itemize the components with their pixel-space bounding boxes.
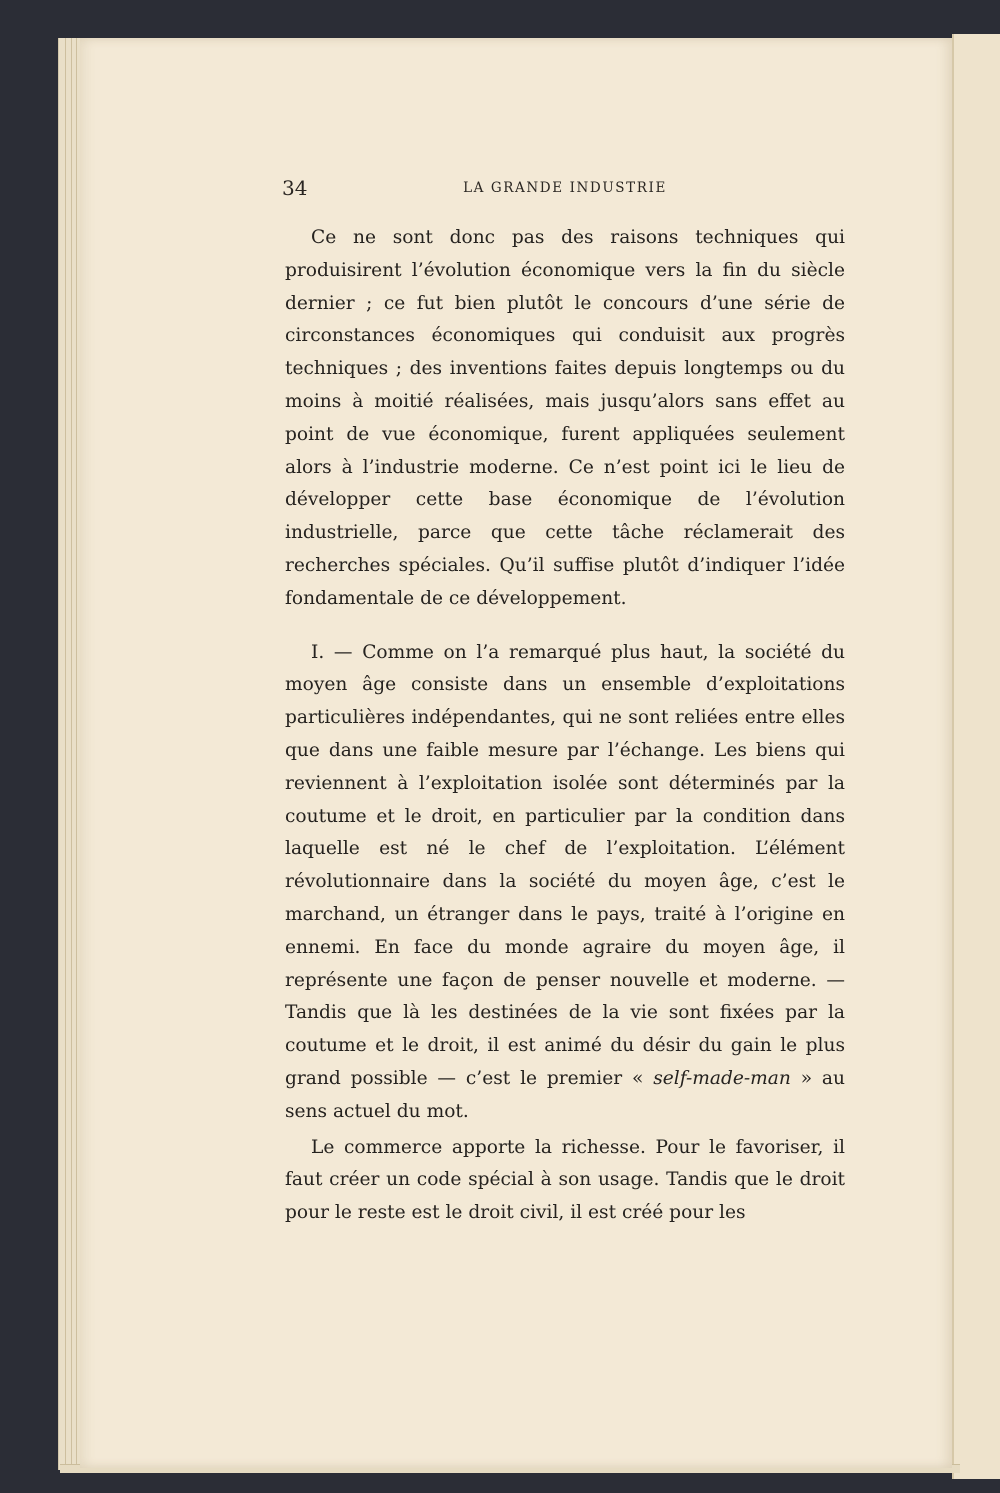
facing-page-edge	[952, 34, 1000, 1479]
running-title: LA GRANDE INDUSTRIE	[463, 180, 667, 196]
paragraph-2	[285, 637, 845, 1129]
page-body	[285, 222, 845, 1230]
paragraph-2-text: I. — Comme on l’a remarqué plus haut, la société du moyen âge consiste dans un ensemble d’exploitations particulières indépendantes, qui ne sont reliées entre elles que dans une faible mesure par l’échange. Les biens qui reviennent à l’exploitation isolée sont déterminés par la coutume et le droit, en particulier par la condition dans laquelle est né le chef de l’exploitation. L’élément révolutionnaire dans la société du moyen âge, c’est le marchand, un étranger dans le pays, traité à l’origine en ennemi. En face du monde agraire du moyen âge, il représente une façon de penser nouvelle et moderne. — Tandis que là les destinées de la vie sont fixées par la coutume et le droit, il est animé du désir du gain le plus grand possible — c’est le premier «	[285, 641, 845, 1089]
paragraph-1: Ce ne sont donc pas des raisons techniques qui produisirent l’évolution économique vers la fin du siècle dernier ; ce fut bien plutôt le concours d’une série de circonstances économiques qui conduisit aux progrès techniques ; des inventions faites depuis longtemps ou du moins à moitié réalisées, mais jusqu’alors sans effet au point de vue économique, furent appliquées seulement alors à l’industrie moderne. Ce n’est point ici le lieu de développer cette base économique de l’évolution industrielle, parce que cette tâche réclamerait des recherches spéciales. Qu’il suffise plutôt d’indiquer l’idée fondamentale de ce développement.	[285, 227, 845, 609]
paragraph-2-end: » au sens actuel du mot.	[285, 1067, 845, 1122]
page-number: 34	[282, 176, 308, 200]
page-header	[282, 176, 848, 204]
italic-term: self-made-man	[653, 1067, 791, 1089]
paragraph-3: Le commerce apporte la richesse. Pour le favoriser, il faut créer un code spécial à son usage. Tandis que le droit pour le reste est le droit civil, il est créé pour les	[285, 1136, 845, 1224]
